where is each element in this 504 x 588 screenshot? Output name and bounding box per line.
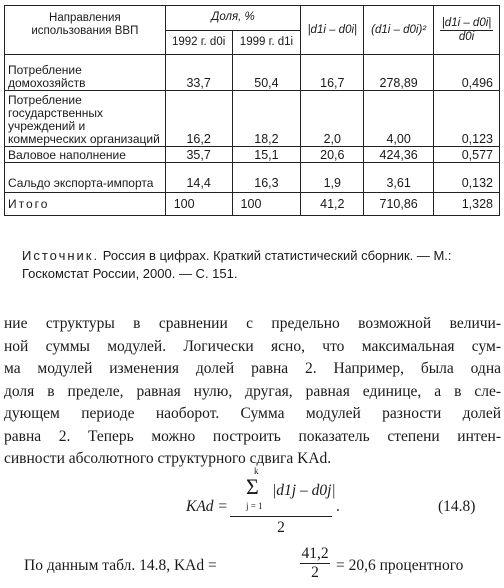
cell-abs: 2,0: [301, 91, 364, 147]
sigma-symbol: Σ: [246, 474, 259, 499]
cell-d1: 50,4: [232, 55, 301, 91]
result-denominator: 2: [311, 564, 319, 581]
total-ratio: 1,328: [434, 193, 500, 216]
text-line: ние структуры в сравнении с предельно возможной величи-: [4, 315, 501, 332]
header-ratio: $\frac{|d1i - d0i|}{d0i}$: [434, 6, 500, 55]
total-sq: 710,86: [364, 193, 434, 216]
formula-lhs: KAd =: [186, 498, 228, 515]
table-source-note: [22, 247, 492, 283]
text-line: дующем периоде наоборот. Сумма модулей разности долей: [4, 405, 501, 422]
table-body: [5, 55, 500, 193]
text-line: ной суммы модулей. Логически ясно, что максимальная сум-: [4, 337, 501, 355]
formula-period: .: [336, 498, 340, 515]
text-line: равна 2. Теперь можно построить показатель степени интен-: [4, 427, 501, 445]
text-line: ма модулей изменения долей равна 2. Например, была одна: [4, 360, 501, 377]
cell-d0: 16,2: [165, 91, 232, 147]
cell-ratio: 0,496: [434, 55, 500, 91]
cell-abs: 16,7: [301, 55, 364, 91]
formula-numerator: [230, 466, 336, 517]
total-label: Итого: [5, 193, 166, 216]
cell-sq: 424,36: [364, 147, 434, 163]
equation-number: (14.8): [438, 498, 476, 515]
cell-d0: 14,4: [165, 163, 232, 193]
cell-ratio: 0,123: [434, 91, 500, 147]
cell-d1: 15,1: [232, 147, 301, 163]
table-row: [5, 147, 500, 163]
table-row: [5, 55, 500, 91]
cell-d1: 18,2: [232, 91, 301, 147]
cell-ratio: 0,132: [434, 163, 500, 193]
cell-d0: 35,7: [165, 147, 232, 163]
result-text-after: = 20,6 процентного: [336, 557, 464, 574]
text-line: доля в пределе, равная нулю, другая, равная единице, а в сле-: [4, 382, 501, 400]
source-text: Россия в цифрах. Краткий статистический сборник. — М.: Госкомстат России, 2000. — С. 151.: [22, 248, 452, 281]
cell-d0: 33,7: [165, 55, 232, 91]
total-abs: 41,2: [301, 193, 364, 216]
total-d1: 100: [232, 193, 301, 216]
header-1992: 1992 г. d0i: [165, 30, 232, 55]
table-total-row: [5, 193, 500, 216]
body-paragraph: [4, 313, 501, 471]
row-label: Сальдо экспорта-импорта: [5, 163, 166, 193]
table-row: [5, 163, 500, 193]
source-lead: Источник.: [22, 248, 100, 263]
header-1999: 1999 г. d1i: [232, 30, 301, 55]
result-fraction: [300, 545, 330, 582]
table-row: [5, 91, 500, 147]
header-absdiff: |d1i – d0i|: [301, 6, 364, 55]
total-d0: 100: [165, 193, 232, 216]
cell-sq: 4,00: [364, 91, 434, 147]
header-direction: Направления использования ВВП: [5, 6, 166, 55]
sum-lower-limit: j = 1: [246, 501, 263, 511]
row-label: Валовое наполнение: [5, 147, 166, 163]
cell-sq: 278,89: [364, 55, 434, 91]
cell-abs: 1,9: [301, 163, 364, 193]
cell-d1: 16,3: [232, 163, 301, 193]
row-label: Потребление домохозяйств: [5, 55, 166, 91]
result-numerator: 41,2: [301, 545, 329, 562]
formula-fraction: [230, 466, 336, 537]
cell-abs: 20,6: [301, 147, 364, 163]
cell-sq: 3,61: [364, 163, 434, 193]
gdp-usage-table: [4, 5, 500, 216]
text-line: сивности абсолютного структурного сдвига KAd.: [4, 450, 332, 467]
sum-upper-limit: k: [254, 466, 259, 476]
formula-14-8: [0, 466, 504, 540]
row-label: Потребление государственных учреждений и коммерческих организаций: [5, 91, 166, 147]
formula-denominator: 2: [277, 519, 285, 536]
sum-term: |d1j – d0j|: [272, 482, 336, 499]
header-sqdiff: (d1i – d0i)²: [364, 6, 434, 55]
result-text-before: По данным табл. 14.8, KAd =: [24, 557, 217, 574]
cell-ratio: 0,577: [434, 147, 500, 163]
header-share: Доля, %: [165, 6, 301, 31]
